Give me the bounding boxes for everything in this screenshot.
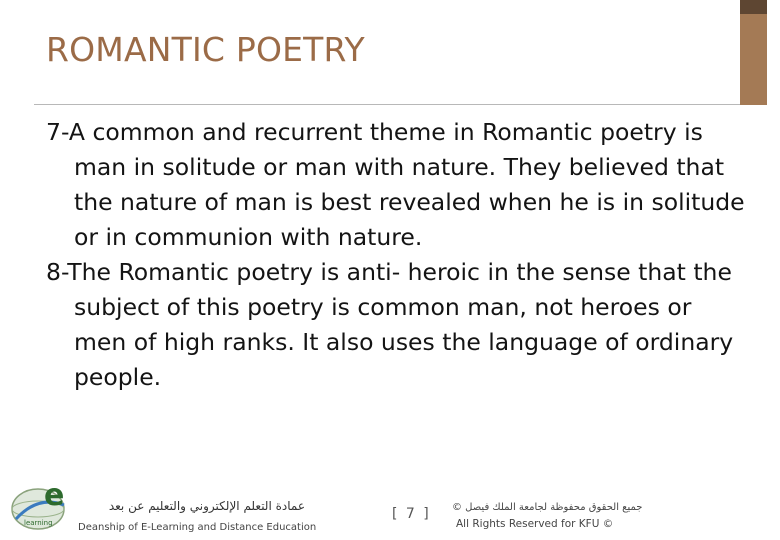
deanship-english: Deanship of E-Learning and Distance Education (78, 522, 317, 533)
paragraph-8: 8-The Romantic poetry is anti- heroic in the sense that the subject of this poetry is common man, not heroes or men of high ranks. It also uses the language of ordinary people. (46, 258, 734, 391)
e-learning-logo-icon (8, 475, 70, 535)
slide-title: ROMANTIC POETRY (46, 30, 365, 69)
deanship-arabic: عمادة التعلم الإلكتروني والتعليم عن بعد (108, 499, 305, 513)
rights-english: All Rights Reserved for KFU © (456, 518, 614, 530)
slide-body (46, 115, 746, 395)
page-number: [ 7 ] (392, 506, 431, 522)
title-divider (34, 104, 740, 105)
svg-text:e: e (44, 478, 65, 513)
svg-text:learning: learning (24, 519, 53, 527)
accent-bar (740, 0, 767, 105)
accent-bar-cap (740, 0, 767, 14)
rights-arabic: جميع الحقوق محفوظة لجامعة الملك فيصل © (452, 502, 643, 513)
paragraph-7: 7-A common and recurrent theme in Romantic poetry is man in solitude or man with nature. They believed that the nature of man is best revealed when he is in solitude or in communion with nature. (46, 118, 745, 251)
